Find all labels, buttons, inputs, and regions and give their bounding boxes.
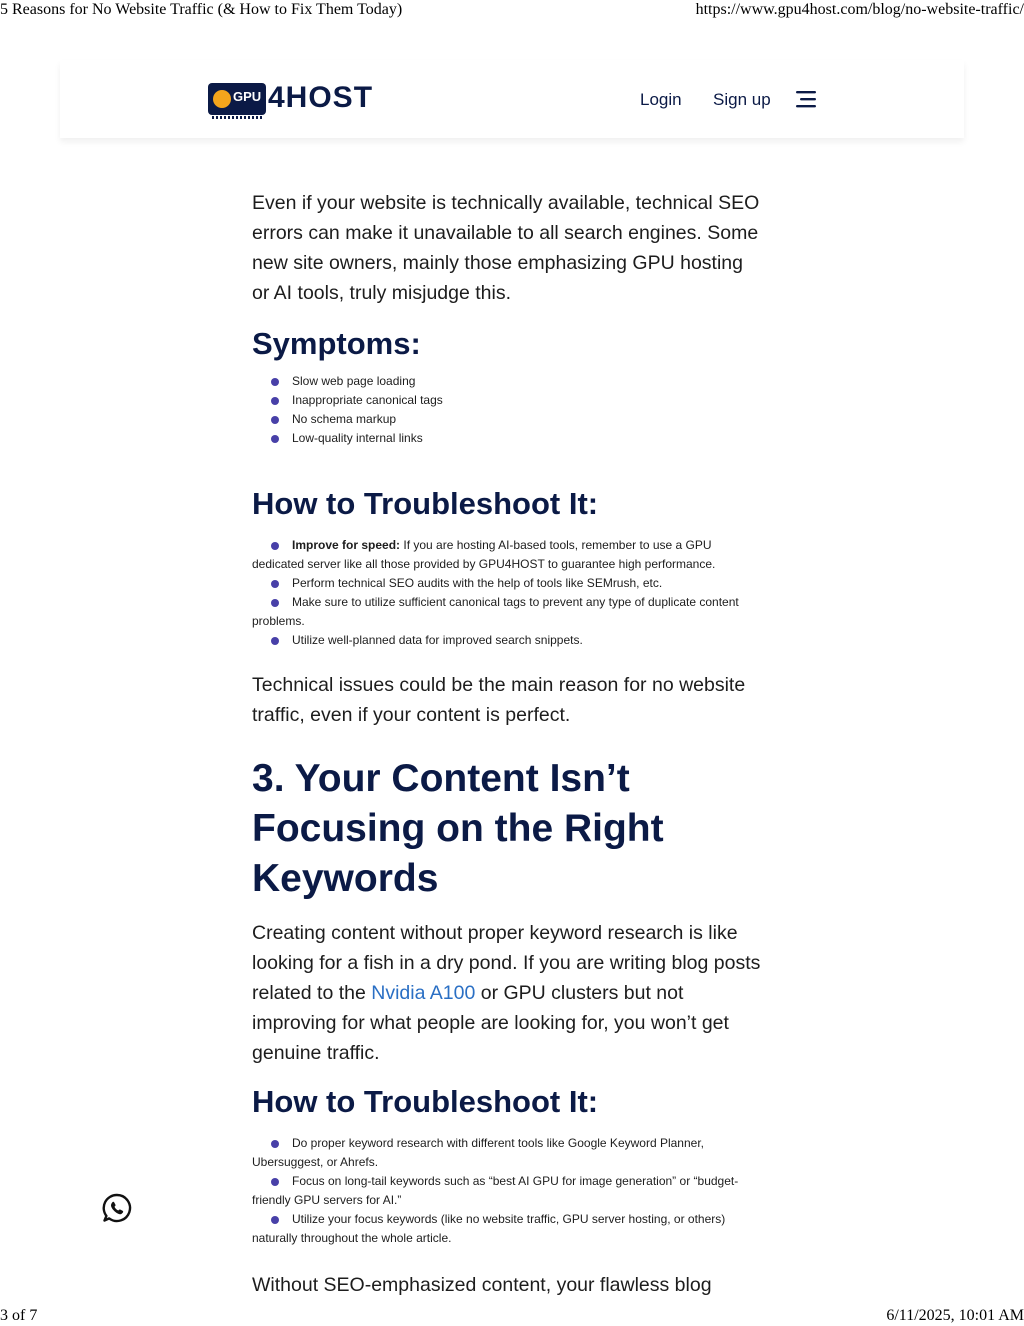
list-item: Inappropriate canonical tags (252, 391, 764, 410)
bullet-icon (271, 542, 279, 550)
symptoms-heading: Symptoms: (252, 326, 421, 361)
list-item: Focus on long-tail keywords such as “best AI GPU for image generation” or “budget-friendly GPU servers for AI.” (252, 1174, 739, 1207)
bullet-icon (271, 378, 279, 386)
nvidia-a100-link[interactable]: Nvidia A100 (371, 982, 476, 1004)
troubleshoot-heading-2: How to Troubleshoot It: (252, 1084, 599, 1119)
list-item: Make sure to utilize sufficient canonical tags to prevent any type of duplicate content problems. (252, 595, 739, 628)
logo-text: 4HOST (268, 81, 374, 114)
list-item: No schema markup (252, 410, 764, 429)
troubleshoot-heading: How to Troubleshoot It: (252, 486, 599, 521)
bullet-icon (271, 599, 279, 607)
intro-paragraph: Even if your website is technically available, technical SEO errors can make it unavailable to all search engines. Some new site owners, mainly those emphasizing GPU hosting or AI tools, truly misjudge this. (252, 192, 760, 304)
bullet-icon (271, 397, 279, 405)
section3-paragraph: Creating content without proper keyword research is like looking for a fish in a dry pond. If you are writing blog posts related to the Nvidia A100 or GPU clusters but not improving for what people are looking for, you won’t get genuine traffic. (252, 922, 761, 1064)
sun-icon (213, 90, 231, 108)
article-body (252, 178, 764, 1300)
print-page-indicator: 3 of 7 (0, 1307, 38, 1324)
logo-badge-text: GPU (233, 89, 262, 104)
whatsapp-icon[interactable] (101, 1192, 133, 1224)
list-item: Utilize well-planned data for improved search snippets. (252, 631, 764, 650)
troubleshoot-list (252, 536, 764, 650)
section3-heading: 3. Your Content Isn’t Focusing on the Right Keywords (252, 757, 664, 900)
list-item: Perform technical SEO audits with the help of tools like SEMrush, etc. (252, 574, 764, 593)
page-frame (60, 60, 964, 1296)
bullet-icon (271, 1178, 279, 1186)
symptoms-list (252, 372, 764, 448)
list-item: Low-quality internal links (252, 429, 764, 448)
bullet-icon (271, 637, 279, 645)
list-item: Improve for speed: If you are hosting AI-based tools, remember to use a GPU dedicated server like all those provided by GPU4HOST to guarantee high performance. (252, 538, 716, 571)
print-url: https://www.gpu4host.com/blog/no-website-traffic/ (695, 1, 1024, 18)
chip-pins-icon (212, 116, 264, 119)
list-item: Utilize your focus keywords (like no website traffic, GPU server hosting, or others) naturally throughout the whole article. (252, 1212, 726, 1245)
technical-note-paragraph: Technical issues could be the main reason for no website traffic, even if your content is perfect. (252, 674, 746, 726)
bullet-icon (271, 1140, 279, 1148)
cut-off-paragraph: Without SEO-emphasized content, your flawless blog (252, 1274, 712, 1296)
print-datetime: 6/11/2025, 10:01 AM (886, 1307, 1024, 1324)
troubleshoot-list-2 (252, 1134, 764, 1248)
site-header (60, 60, 964, 138)
bullet-icon (271, 580, 279, 588)
hamburger-menu-icon[interactable] (796, 90, 818, 108)
bullet-icon (271, 1216, 279, 1224)
list-item: Do proper keyword research with different tools like Google Keyword Planner, Ubersuggest, or Ahrefs. (252, 1136, 704, 1169)
gpu4host-logo[interactable] (208, 81, 398, 121)
list-item: Slow web page loading (252, 372, 764, 391)
bullet-icon (271, 435, 279, 443)
login-link[interactable]: Login (640, 90, 682, 109)
print-doc-title: 5 Reasons for No Website Traffic (& How to Fix Them Today) (0, 1, 403, 18)
logo-chip-icon (208, 83, 266, 115)
print-footer (0, 1306, 1024, 1326)
signup-link[interactable]: Sign up (713, 90, 771, 109)
print-header (0, 0, 1024, 22)
bullet-icon (271, 416, 279, 424)
